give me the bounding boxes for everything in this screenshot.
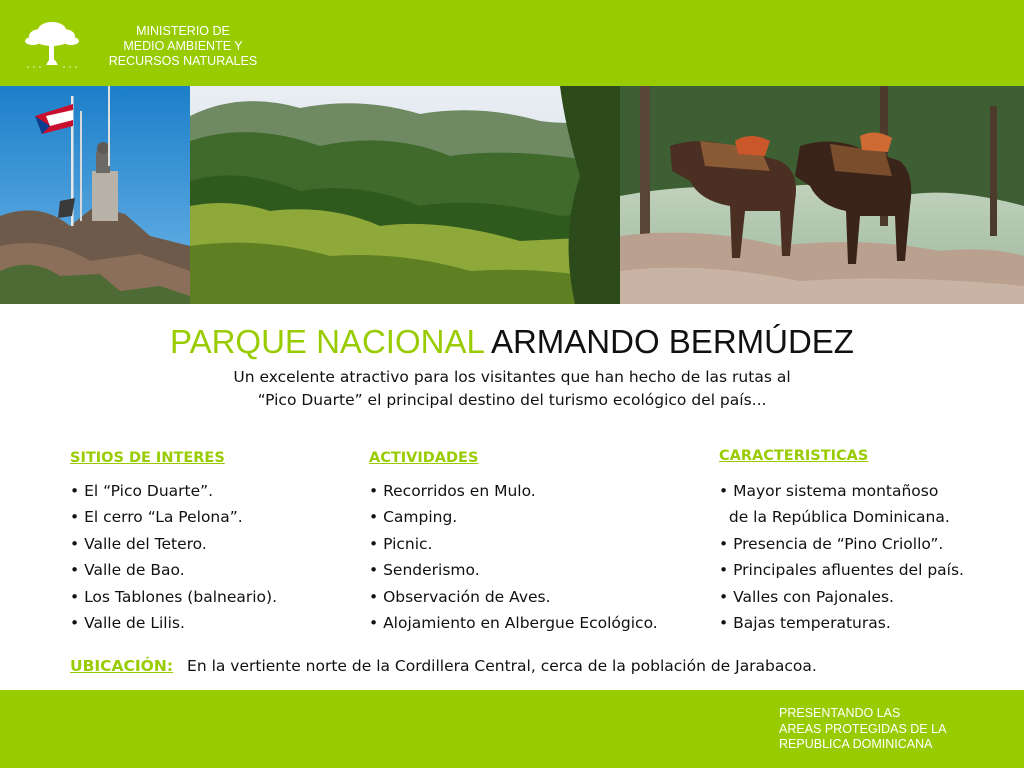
actividades-list	[369, 478, 658, 636]
ministry-line: MEDIO AMBIENTE Y	[123, 39, 243, 53]
mountain-forest-photo	[190, 86, 620, 304]
photo-strip	[0, 86, 1024, 304]
subtitle-line: Un excelente atractivo para los visitantes que han hecho de las rutas al	[233, 368, 791, 386]
list-item: • Alojamiento en Albergue Ecológico.	[369, 614, 658, 633]
title-park-type: PARQUE NACIONAL	[170, 323, 484, 360]
list-item: • El “Pico Duarte”.	[70, 482, 214, 500]
mules-photo	[620, 86, 1024, 304]
list-item: • Mayor sistema montañoso	[719, 482, 939, 500]
location-text: En la vertiente norte de la Cordillera Central, cerca de la población de Jarabacoa.	[187, 657, 817, 675]
list-item: • Picnic.	[369, 534, 433, 553]
footer-caption	[779, 706, 946, 753]
ministry-name	[88, 24, 278, 69]
list-item: • El cerro “La Pelona”.	[70, 508, 243, 527]
flag-monument-photo	[0, 86, 190, 304]
subtitle	[0, 366, 1024, 412]
list-item: de la República Dominicana.	[719, 508, 950, 527]
list-item: • Valle de Bao.	[70, 561, 185, 580]
location-line	[70, 657, 817, 675]
list-item: • Valles con Pajonales.	[719, 587, 894, 606]
list-item: • Presencia de “Pino Criollo”.	[719, 534, 944, 553]
footer-line: REPUBLICA DOMINICANA	[779, 737, 933, 751]
list-item: • Senderismo.	[369, 561, 480, 580]
list-item: • Principales afluentes del país.	[719, 561, 964, 580]
caracteristicas-heading: CARACTERISTICAS	[719, 448, 869, 464]
caracteristicas-list	[719, 478, 964, 636]
footer-line: AREAS PROTEGIDAS DE LA	[779, 721, 947, 736]
list-item: • Valle del Tetero.	[70, 534, 207, 553]
sitios-list	[70, 478, 277, 636]
tree-icon	[24, 16, 80, 70]
list-item: • Recorridos en Mulo.	[369, 482, 536, 500]
list-item: • Bajas temperaturas.	[719, 614, 891, 633]
location-label: UBICACIÓN:	[70, 657, 174, 675]
ministry-line: MINISTERIO DE	[136, 24, 230, 38]
subtitle-line: “Pico Duarte” el principal destino del turismo ecológico del país...	[257, 391, 767, 409]
list-item: • Camping.	[369, 508, 458, 527]
ministry-line: RECURSOS NATURALES	[108, 54, 258, 68]
page-title	[0, 322, 1024, 362]
list-item: • Los Tablones (balneario).	[70, 587, 277, 606]
title-park-name: ARMANDO BERMÚDEZ	[490, 323, 854, 360]
list-item: • Observación de Aves.	[369, 587, 551, 606]
list-item: • Valle de Lilis.	[70, 614, 185, 633]
actividades-heading: ACTIVIDADES	[369, 450, 479, 466]
sitios-heading: SITIOS DE INTERES	[70, 450, 225, 466]
footer-line: PRESENTANDO LAS	[779, 706, 901, 720]
